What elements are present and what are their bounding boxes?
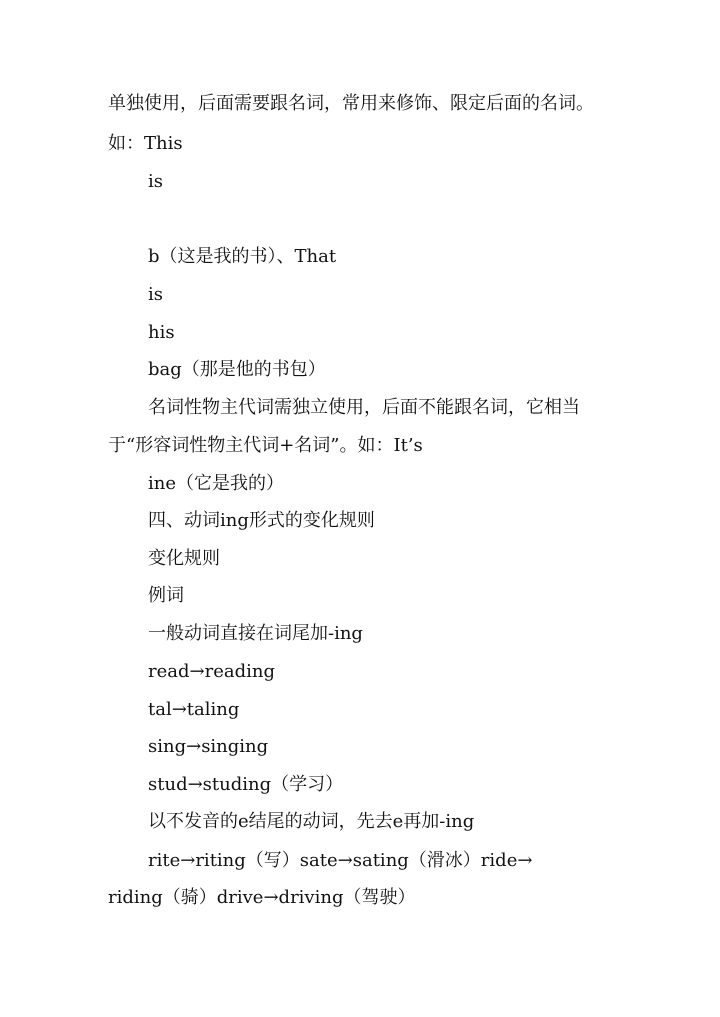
example-word: read→reading xyxy=(148,661,275,682)
paragraph-line: 单独使用，后面需要跟名词，常用来修饰、限定后面的名词。 xyxy=(108,93,594,114)
paragraph-line: 名词性物主代词需独立使用，后面不能跟名词，它相当 xyxy=(148,397,580,418)
paragraph-line: 于“形容词性物主代词+名词”。如：It’s xyxy=(108,435,423,456)
paragraph-line: is xyxy=(148,171,163,192)
table-header: 变化规则 xyxy=(148,548,220,569)
example-word: riding（骑）drive→driving（驾驶） xyxy=(108,887,416,908)
paragraph-line: 如：This xyxy=(108,133,183,154)
example-word: sing→singing xyxy=(148,736,269,757)
paragraph-line: ine（它是我的） xyxy=(148,473,285,494)
example-word: rite→riting（写）sate→sating（滑冰）ride→ xyxy=(148,850,533,871)
paragraph-line: is xyxy=(148,284,163,305)
paragraph-line: bag（那是他的书包） xyxy=(148,359,326,380)
table-header: 例词 xyxy=(148,585,184,606)
paragraph-line: b（这是我的书）、That xyxy=(148,246,337,267)
section-heading: 四、动词ing形式的变化规则 xyxy=(148,510,375,531)
example-word: stud→studing（学习） xyxy=(148,774,344,795)
rule-text: 以不发音的e结尾的动词，先去e再加-ing xyxy=(148,811,475,832)
rule-text: 一般动词直接在词尾加-ing xyxy=(148,623,363,644)
example-word: tal→taling xyxy=(148,699,240,720)
paragraph-line: his xyxy=(148,322,175,343)
